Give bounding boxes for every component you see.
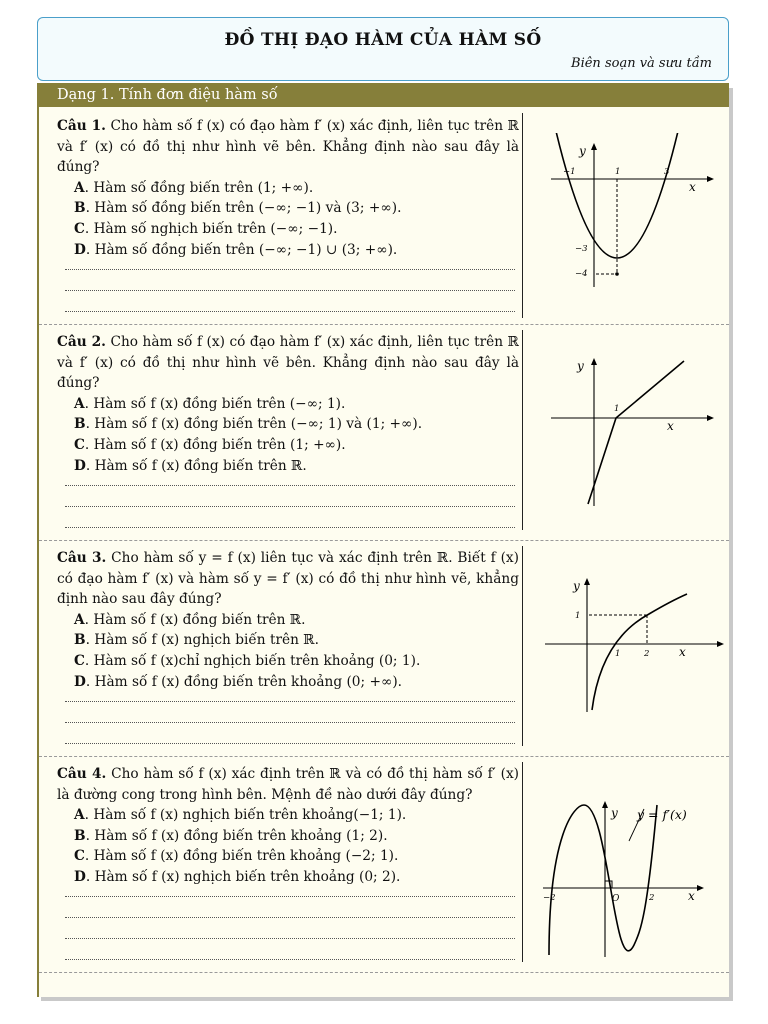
question-stem xyxy=(57,764,519,805)
column-divider xyxy=(522,546,523,746)
tick-label: −3 xyxy=(575,244,588,254)
answer-line[interactable] xyxy=(65,527,515,528)
tick-label: −1 xyxy=(563,167,576,177)
x-axis-label: x xyxy=(688,889,695,903)
y-axis-label: y xyxy=(611,806,618,820)
answer-line[interactable] xyxy=(65,959,515,960)
option-d[interactable]: D. Hàm số đồng biến trên (−∞; −1) ∪ (3; +∞). xyxy=(74,241,398,258)
option-a[interactable]: A. Hàm số đồng biến trên (1; +∞). xyxy=(74,179,314,196)
tick-label: 3 xyxy=(664,167,670,177)
question-label: Câu 3. xyxy=(57,550,107,566)
option-c[interactable]: C. Hàm số f (x)chỉ nghịch biến trên khoảng (0; 1). xyxy=(74,652,421,669)
tick-label: 1 xyxy=(615,649,621,659)
option-b[interactable]: B. Hàm số f (x) nghịch biến trên ℝ. xyxy=(74,632,319,649)
answer-line[interactable] xyxy=(65,701,515,702)
tick-label: 1 xyxy=(615,167,621,177)
column-divider xyxy=(522,762,523,962)
y-axis-label: y xyxy=(579,144,586,158)
tick-label: −2 xyxy=(543,893,556,903)
tick-label: 2 xyxy=(644,649,650,659)
question-separator xyxy=(39,324,729,325)
x-axis-label: x xyxy=(689,180,696,194)
tick-label: 2 xyxy=(649,893,655,903)
answer-line[interactable] xyxy=(65,485,515,486)
option-d[interactable]: D. Hàm số f (x) đồng biến trên khoảng (0; +∞). xyxy=(74,673,403,690)
origin-label: O xyxy=(612,894,620,904)
answer-line[interactable] xyxy=(65,917,515,918)
tick-label: 1 xyxy=(614,404,620,414)
tick-label: 1 xyxy=(575,611,581,621)
option-d[interactable]: D. Hàm số f (x) đồng biến trên ℝ. xyxy=(74,457,307,474)
option-a[interactable]: A. Hàm số f (x) đồng biến trên ℝ. xyxy=(74,611,306,628)
y-axis-label: y xyxy=(577,359,584,373)
question-stem xyxy=(57,332,519,394)
question-label: Câu 2. xyxy=(57,334,106,350)
document-subtitle: Biên soạn và sưu tầm xyxy=(571,56,712,71)
y-axis-label: y xyxy=(573,579,580,593)
curve-label: y = f′(x) xyxy=(637,807,687,822)
option-d[interactable]: D. Hàm số f (x) nghịch biến trên khoảng (0; 2). xyxy=(74,868,401,885)
column-divider xyxy=(522,330,523,530)
option-b[interactable]: B. Hàm số f (x) đồng biến trên (−∞; 1) và (1; +∞). xyxy=(74,416,423,433)
option-c[interactable]: C. Hàm số f (x) đồng biến trên khoảng (−2; 1). xyxy=(74,848,399,865)
section-title: Dạng 1. Tính đơn điệu hàm số xyxy=(39,83,729,107)
question-1 xyxy=(57,116,519,260)
question-text: Cho hàm số f (x) có đạo hàm f′ (x) xác định, liên tục trên ℝ và f′ (x) có đồ thị như hình vẽ bên. Khẳng định nào sau đây là đúng? xyxy=(57,334,519,392)
answer-line[interactable] xyxy=(65,506,515,507)
derivative-graph-2 xyxy=(539,348,719,513)
question-text: Cho hàm số f (x) xác định trên ℝ và có đồ thị hàm số f′ (x) là đường cong trong hình bên. Mệnh đề nào dưới đây đúng? xyxy=(57,766,519,803)
question-stem xyxy=(57,116,519,178)
document-header xyxy=(37,17,729,81)
section-box xyxy=(37,83,729,997)
answer-line[interactable] xyxy=(65,896,515,897)
question-text: Cho hàm số y = f (x) liên tục và xác định trên ℝ. Biết f (x) có đạo hàm f′ (x) và hàm số y = f′ (x) có đồ thị như hình vẽ, khẳng định nào sau đây đúng? xyxy=(57,550,519,608)
option-a[interactable]: A. Hàm số f (x) đồng biến trên (−∞; 1). xyxy=(74,395,346,412)
column-divider xyxy=(522,113,523,318)
answer-line[interactable] xyxy=(65,722,515,723)
document-title: ĐỒ THỊ ĐẠO HÀM CỦA HÀM SỐ xyxy=(224,30,542,50)
derivative-graph-3 xyxy=(539,568,724,718)
option-b[interactable]: B. Hàm số đồng biến trên (−∞; −1) và (3; +∞). xyxy=(74,200,402,217)
option-a[interactable]: A. Hàm số f (x) nghịch biến trên khoảng(−1; 1). xyxy=(74,807,407,824)
question-4 xyxy=(57,764,519,888)
answer-line[interactable] xyxy=(65,290,515,291)
answer-line[interactable] xyxy=(65,743,515,744)
question-label: Câu 1. xyxy=(57,118,106,134)
section-shadow-right xyxy=(729,88,733,1001)
option-b[interactable]: B. Hàm số f (x) đồng biến trên khoảng (1; 2). xyxy=(74,827,388,844)
x-axis-label: x xyxy=(667,419,674,433)
question-separator xyxy=(39,540,729,541)
question-separator xyxy=(39,972,729,973)
derivative-graph-1 xyxy=(539,133,719,293)
question-separator xyxy=(39,756,729,757)
tick-label: −4 xyxy=(575,269,588,279)
option-c[interactable]: C. Hàm số nghịch biến trên (−∞; −1). xyxy=(74,220,338,237)
question-text: Cho hàm số f (x) có đạo hàm f′ (x) xác định, liên tục trên ℝ và f′ (x) có đồ thị như hình vẽ bên. Khẳng định nào sau đây là đúng? xyxy=(57,118,519,176)
question-3 xyxy=(57,548,519,692)
x-axis-label: x xyxy=(679,645,686,659)
option-c[interactable]: C. Hàm số f (x) đồng biến trên (1; +∞). xyxy=(74,436,346,453)
answer-line[interactable] xyxy=(65,269,515,270)
question-stem xyxy=(57,548,519,610)
answer-line[interactable] xyxy=(65,311,515,312)
section-shadow-bottom xyxy=(41,997,733,1001)
question-label: Câu 4. xyxy=(57,766,107,782)
derivative-graph-4 xyxy=(539,795,729,960)
question-2 xyxy=(57,332,519,476)
answer-line[interactable] xyxy=(65,938,515,939)
